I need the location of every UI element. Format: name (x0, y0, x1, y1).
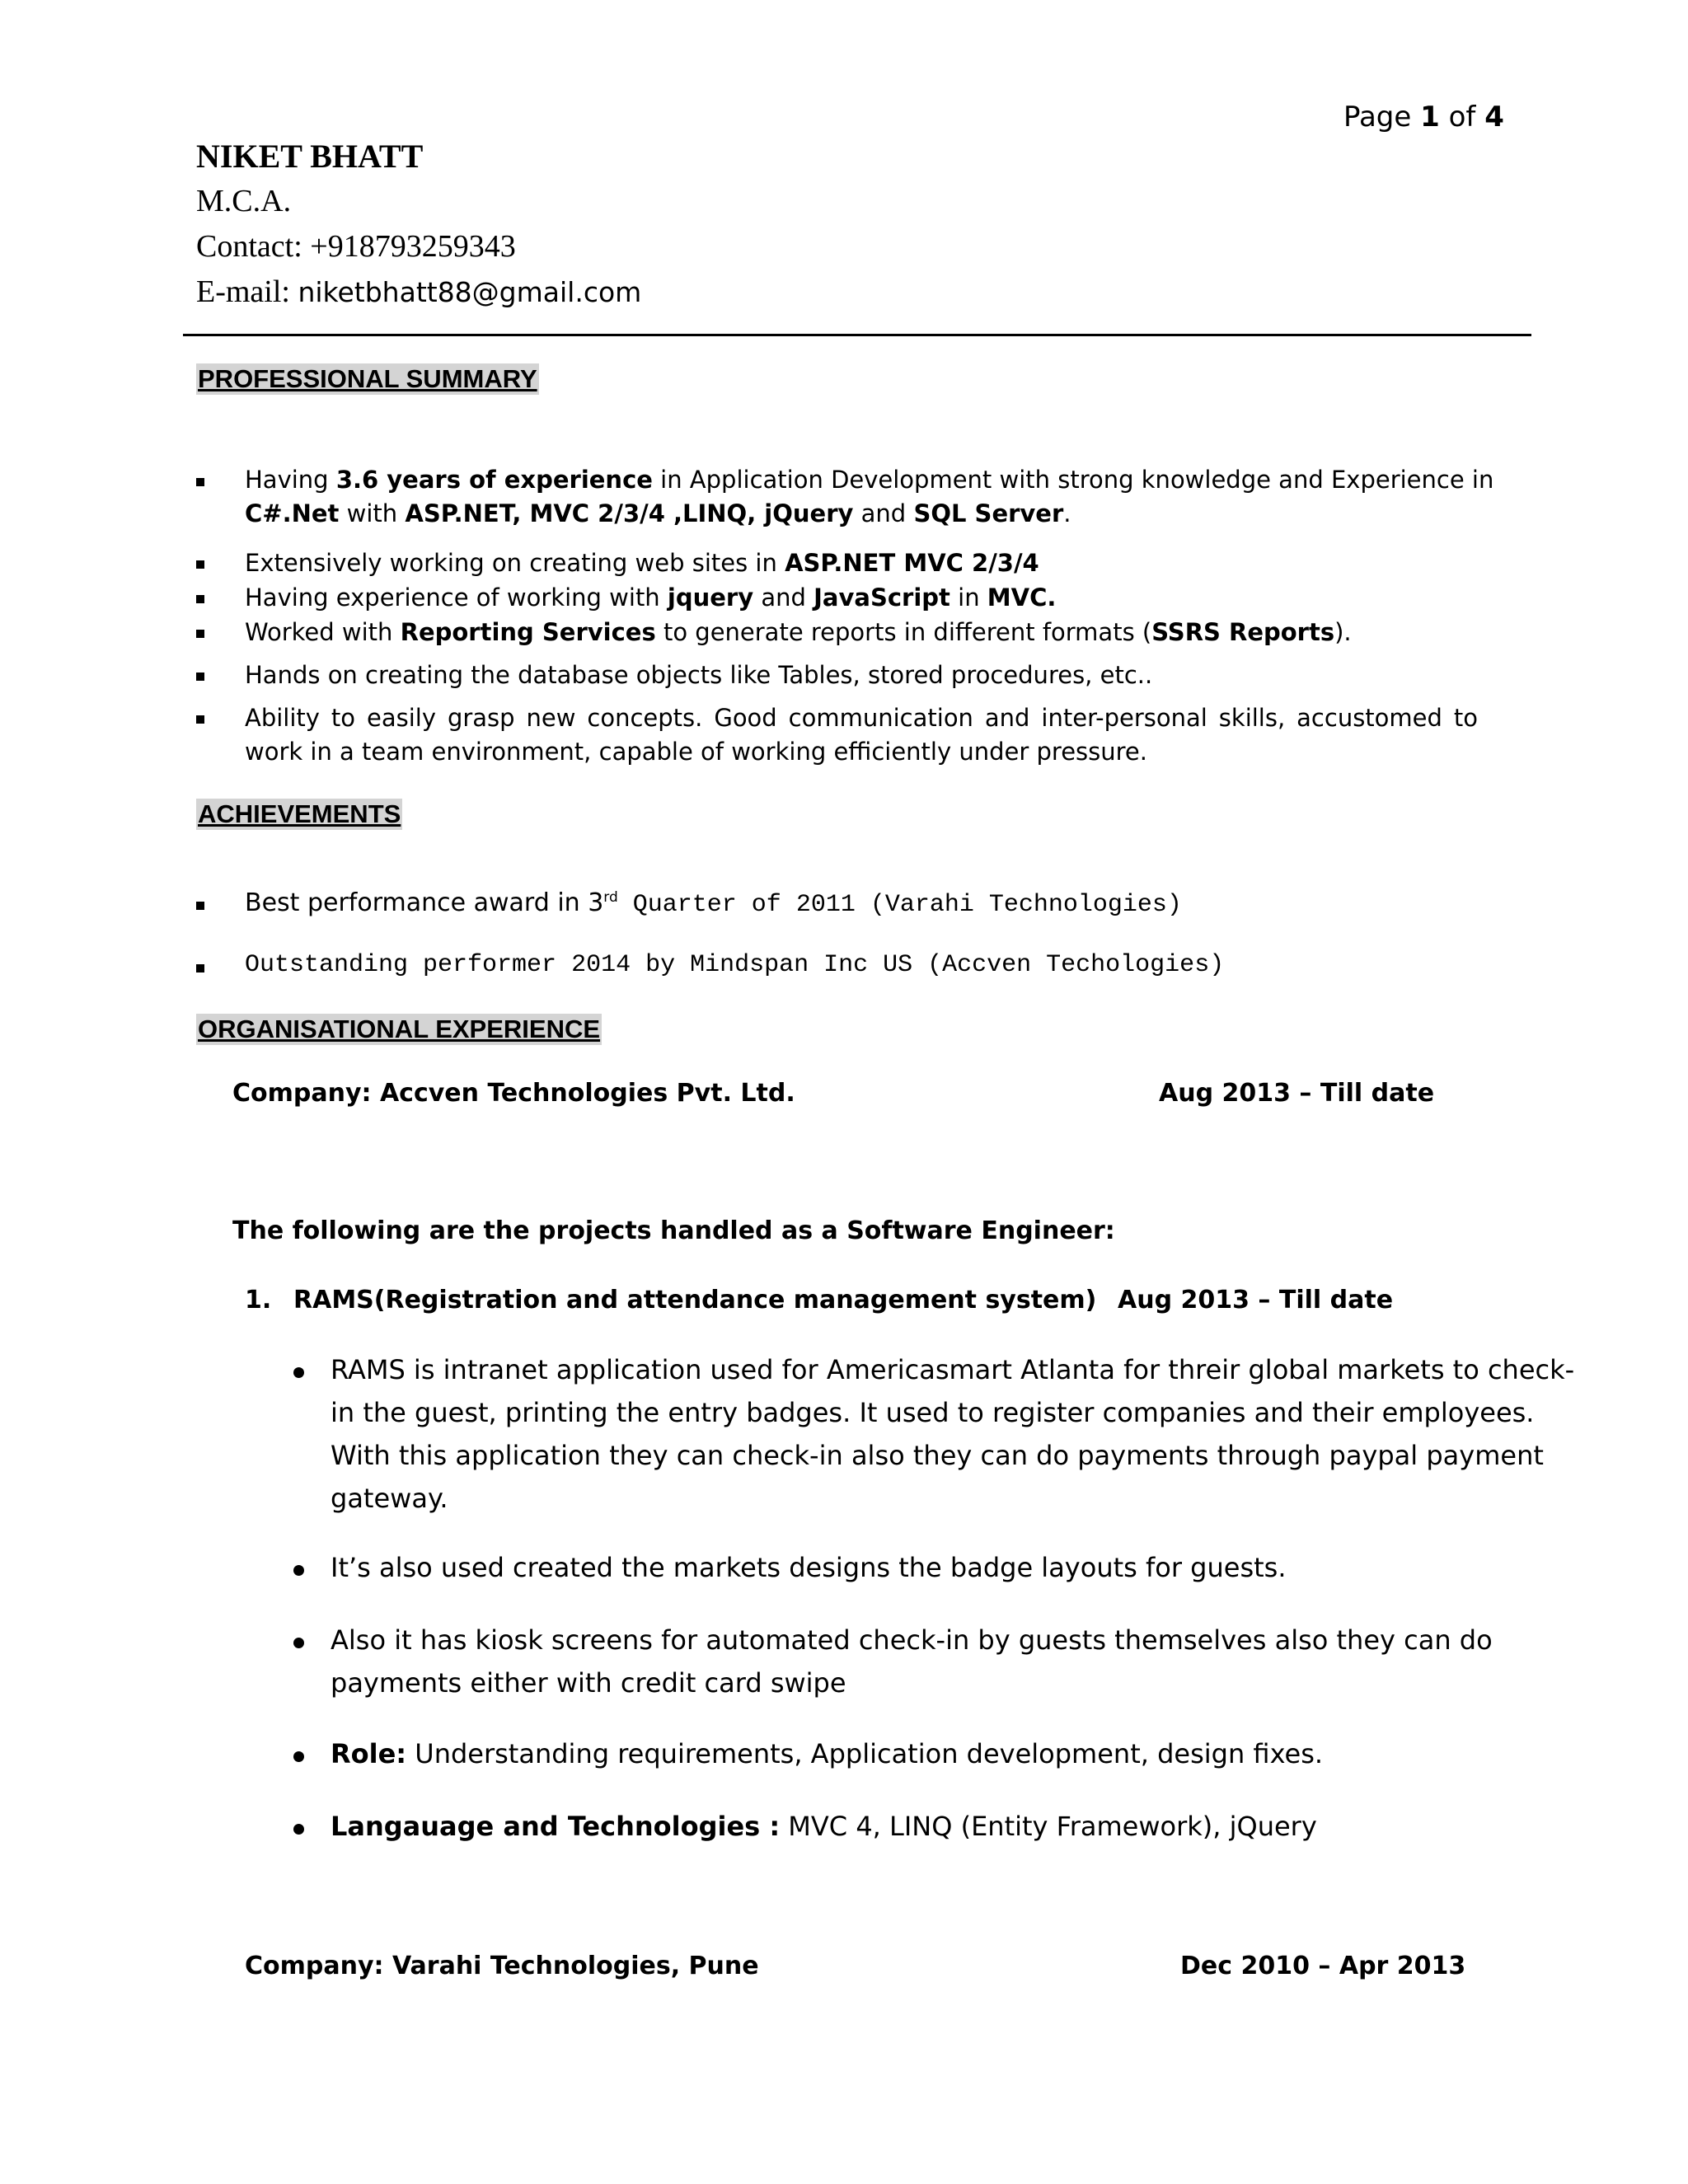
company-1-dates: Aug 2013 – Till date (1159, 1079, 1435, 1108)
project-bullet (293, 1824, 304, 1835)
summary-bullet (196, 595, 204, 603)
project-1-dates: Aug 2013 – Till date (1118, 1286, 1394, 1315)
project-1-badges: It’s also used created the markets designs the badge layouts for guests. (331, 1552, 1287, 1583)
section-heading-experience: ORGANISATIONAL EXPERIENCE (198, 1015, 601, 1043)
section-heading-summary: PROFESSIONAL SUMMARY (198, 364, 537, 393)
contact-line (196, 228, 516, 265)
achievement-item-1: Best performance award in 3rd Quarter of 2011 (Varahi Technologies) (245, 888, 1182, 919)
project-1-desc-line-3: With this application they can check-in also they can do payments through paypal payment (331, 1440, 1544, 1471)
project-1-desc-line-1: RAMS is intranet application used for Americasmart Atlanta for threir global markets to check- (331, 1354, 1575, 1385)
company-2-name: Company: Varahi Technologies, Pune (245, 1952, 759, 1980)
achievement-item-2: Outstanding performer 2014 by Mindspan Inc US (Accven Techologies) (245, 951, 1225, 979)
project-1-role: Role: Understanding requirements, Application development, design fixes. (331, 1738, 1324, 1769)
summary-item-3: Having experience of working with jquery and JavaScript in MVC. (245, 583, 1057, 612)
summary-item-1-line-2: C#.Net with ASP.NET, MVC 2/3/4 ,LINQ, jQuery and SQL Server. (245, 499, 1071, 527)
contact-value: +918793259343 (310, 229, 516, 264)
project-1-number: 1. (245, 1286, 272, 1315)
project-1-desc-line-4: gateway. (331, 1483, 448, 1514)
page-current: 1 (1420, 101, 1440, 134)
page-of: of (1448, 101, 1476, 134)
section-heading-achievements: ACHIEVEMENTS (198, 799, 401, 828)
project-1-title: RAMS(Registration and attendance management system) (293, 1286, 1097, 1315)
page-indicator (1343, 101, 1504, 134)
project-bullet (293, 1751, 304, 1762)
company-2-dates: Dec 2010 – Apr 2013 (1180, 1952, 1466, 1980)
project-1-technologies: Langauage and Technologies : MVC 4, LINQ (Entity Framework), jQuery (331, 1811, 1317, 1842)
header-divider (183, 334, 1531, 336)
company-1-name: Company: Accven Technologies Pvt. Ltd. (232, 1079, 795, 1108)
project-1-kiosk-line-2: payments either with credit card swipe (331, 1667, 846, 1699)
candidate-name: NIKET BHATT (196, 138, 424, 175)
summary-item-6-line-2: work in a team environment, capable of working efficiently under pressure. (245, 738, 1147, 766)
project-bullet (293, 1638, 304, 1648)
summary-item-5: Hands on creating the database objects like Tables, stored procedures, etc.. (245, 661, 1153, 689)
projects-intro: The following are the projects handled as a Software Engineer: (232, 1216, 1115, 1245)
email-value[interactable]: niketbhatt88@gmail.com (298, 276, 642, 308)
degree: M.C.A. (196, 184, 292, 218)
summary-item-4: Worked with Reporting Services to generate reports in different formats (SSRS Reports). (245, 618, 1352, 646)
page-label: Page (1343, 101, 1412, 134)
project-bullet (293, 1367, 304, 1378)
summary-bullet (196, 478, 204, 486)
project-1-kiosk-line-1: Also it has kiosk screens for automated check-in by guests themselves also they can do (331, 1624, 1493, 1656)
summary-item-6-line-1: Ability to easily grasp new concepts. Good communication and inter-personal skills, accustomed to (245, 704, 1478, 732)
summary-bullet (196, 715, 204, 724)
project-1-desc-line-2: in the guest, printing the entry badges. It used to register companies and their employees. (331, 1397, 1535, 1428)
email-label: E-mail: (196, 274, 290, 309)
contact-label: Contact: (196, 229, 302, 264)
summary-bullet (196, 630, 204, 638)
summary-bullet (196, 673, 204, 681)
summary-item-2: Extensively working on creating web sites in ASP.NET MVC 2/3/4 (245, 549, 1039, 577)
summary-item-1-line-1: Having 3.6 years of experience in Application Development with strong knowledge and Experience in (245, 466, 1494, 494)
project-bullet (293, 1565, 304, 1576)
achievement-bullet (196, 964, 204, 972)
achievement-bullet (196, 902, 204, 910)
summary-bullet (196, 560, 204, 569)
page-total: 4 (1484, 101, 1504, 134)
email-line (196, 274, 641, 310)
